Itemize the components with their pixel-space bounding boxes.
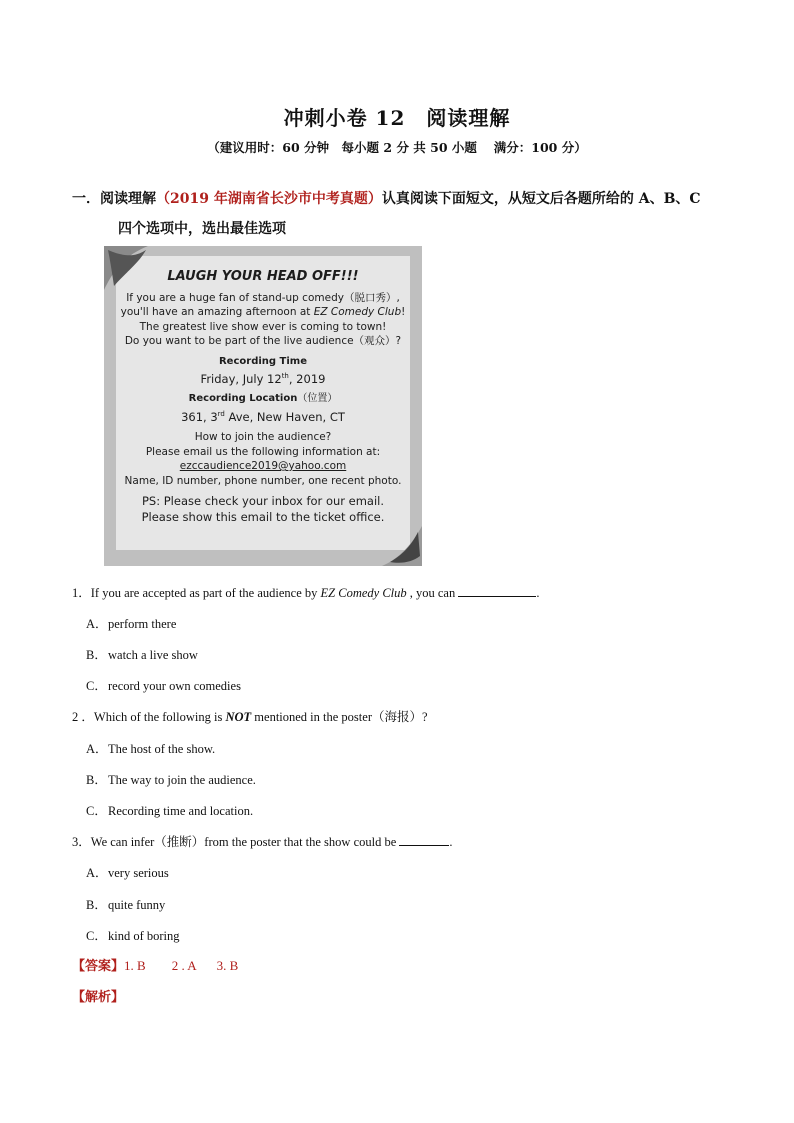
poster-location-label: Recording Location（位置） xyxy=(188,393,338,405)
question-1-option-a[interactable]: A．perform there xyxy=(86,617,177,631)
poster xyxy=(116,256,410,550)
poster-intro-4: Do you want to be part of the live audience（观众）? xyxy=(124,335,402,347)
question-3-option-a[interactable]: A．very serious xyxy=(86,866,169,880)
question-2-option-b[interactable]: B．The way to join the audience. xyxy=(86,773,256,787)
poster-frame xyxy=(104,246,422,566)
answer-1: 1. B xyxy=(124,958,146,973)
question-1: 1．If you are accepted as part of the audience by EZ Comedy Club , you can . xyxy=(72,586,540,600)
answer-blank[interactable] xyxy=(458,584,536,597)
section-source: （2019 年湖南省长沙市中考真题） xyxy=(156,191,382,207)
poster-location-value: 361, 3rd Ave, New Haven, CT xyxy=(181,409,345,424)
poster-join-3: Name, ID number, phone number, one recent photo. xyxy=(124,474,402,487)
poster-intro-2: you'll have an amazing afternoon at EZ Comedy Club! xyxy=(120,306,406,318)
section-number: 一． xyxy=(72,191,100,207)
poster-headline: LAUGH YOUR HEAD OFF!!! xyxy=(167,269,359,284)
question-2-option-c[interactable]: C．Recording time and location. xyxy=(86,804,254,818)
answer-2: 2 . A xyxy=(171,958,197,973)
poster-intro-1: If you are a huge fan of stand-up comedy（脱口秀）, xyxy=(126,291,400,304)
poster-ps-2: Please show this email to the ticket office. xyxy=(141,510,385,525)
answer-label: 【答案】 xyxy=(72,959,125,974)
question-2: 2 ．Which of the following is NOT mentioned in the poster（海报）? xyxy=(72,710,428,724)
section-instruction-1: 认真阅读下面短文，从短文后各题所给的 A、B、C xyxy=(381,191,701,207)
section-heading xyxy=(72,184,732,244)
poster-ps-1: PS: Please check your inbox for our email. xyxy=(141,494,385,509)
question-2-option-a[interactable]: A．The host of the show. xyxy=(86,742,216,756)
section-instruction-2: 四个选项中，选出最佳选项 xyxy=(118,221,286,237)
page-curl-bottom-right-icon xyxy=(382,526,422,566)
answer-blank[interactable] xyxy=(399,833,449,846)
poster-join-2: Please email us the following information at: xyxy=(145,445,381,458)
poster-intro-3: The greatest live show ever is coming to town! xyxy=(139,320,387,333)
page-curl-top-left-icon xyxy=(104,246,148,290)
poster-email-link[interactable]: ezccaudience2019@yahoo.com xyxy=(179,460,347,473)
analysis-line xyxy=(72,986,124,1005)
poster-join-1: How to join the audience? xyxy=(194,431,332,444)
answer-3: 3. B xyxy=(216,958,239,973)
question-3: 3．We can infer（推断）from the poster that the show could be . xyxy=(72,835,453,849)
page-subtitle: （建议用时：60 分钟 每小题 2 分 共 50 小题 满分：100 分） xyxy=(207,140,587,155)
question-1-option-b[interactable]: B．watch a live show xyxy=(86,648,198,662)
poster-time-label: Recording Time xyxy=(218,355,307,367)
question-3-option-b[interactable]: B．quite funny xyxy=(86,898,166,912)
analysis-label: 【解析】 xyxy=(72,990,125,1005)
page-title: 冲刺小卷 12 阅读理解 xyxy=(283,106,511,130)
poster-club-name: EZ Comedy Club xyxy=(313,306,402,318)
answer-line xyxy=(72,955,238,974)
section-label: 阅读理解 xyxy=(100,191,156,207)
poster-time-value: Friday, July 12th, 2019 xyxy=(200,371,326,386)
question-1-option-c[interactable]: C．record your own comedies xyxy=(86,679,241,693)
question-3-option-c[interactable]: C．kind of boring xyxy=(86,929,180,943)
